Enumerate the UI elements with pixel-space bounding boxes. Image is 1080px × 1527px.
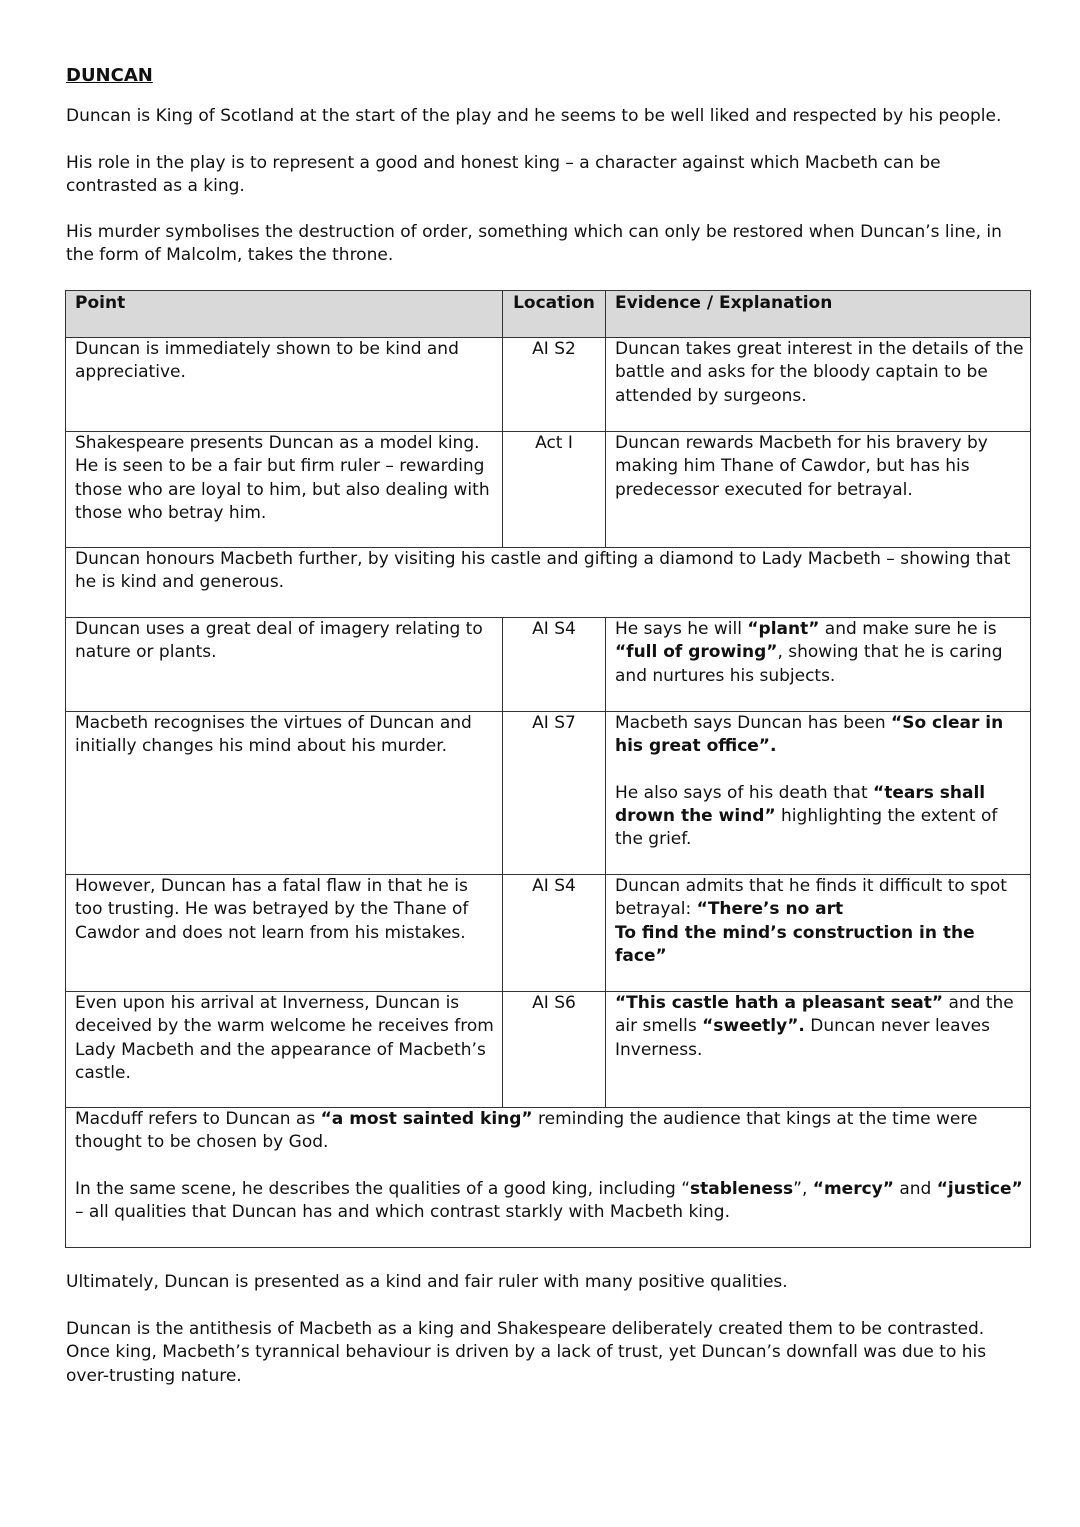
evidence-text: – all qualities that Duncan has and which contrast starkly with Macbeth king. (75, 1201, 730, 1222)
point-cell: Even upon his arrival at Inverness, Duncan is deceived by the warm welcome he receives from Lady Macbeth and the appearance of Macbeth’s castle. (66, 992, 503, 1108)
full-width-cell (66, 1108, 1031, 1248)
evidence-cell (606, 712, 1031, 875)
evidence-paragraph (615, 782, 1024, 852)
evidence-text: highlighting the extent of the grief. (615, 805, 998, 850)
evidence-text: Duncan admits that he finds it difficult to spot betrayal: (615, 876, 1007, 920)
point-cell: Duncan is immediately shown to be kind and appreciative. (66, 338, 503, 432)
analysis-table (65, 290, 1031, 1248)
point-cell: Shakespeare presents Duncan as a model king. He is seen to be a fair but firm ruler – rewarding those who are loyal to him, but also dealing with those who betray him. (66, 432, 503, 548)
evidence-text: In the same scene, he describes the qualities of a good king, including “ (75, 1178, 691, 1199)
table-header-row (66, 291, 1031, 338)
location-cell: AI S6 (503, 992, 606, 1108)
point-cell: Duncan uses a great deal of imagery relating to nature or plants. (66, 618, 503, 712)
evidence-text: Duncan never leaves Inverness. (615, 1016, 990, 1060)
quote-text: “justice” (936, 1178, 1023, 1199)
evidence-cell: Duncan rewards Macbeth for his bravery by making him Thane of Cawdor, but has his predecessor executed for betrayal. (606, 432, 1031, 548)
table-row (66, 712, 1031, 875)
header-point: Point (66, 291, 503, 338)
evidence-text: and the air smells (615, 993, 1014, 1037)
quote-text: “This castle hath a pleasant seat” (615, 993, 944, 1013)
full-width-paragraph (75, 1108, 1024, 1155)
table-row (66, 548, 1031, 618)
quote-text: stableness (690, 1178, 794, 1199)
quote-text: “plant” (747, 619, 820, 639)
point-cell: Macbeth recognises the virtues of Duncan and initially changes his mind about his murder. (66, 712, 503, 875)
evidence-cell (606, 875, 1031, 992)
header-evidence: Evidence / Explanation (606, 291, 1031, 338)
location-cell: AI S4 (503, 618, 606, 712)
table-row (66, 432, 1031, 548)
intro-paragraph-3: His murder symbolises the destruction of order, something which can only be restored when Duncan’s line, in the form of Malcolm, takes the throne. (66, 222, 1002, 266)
evidence-text: Macduff refers to Duncan as (75, 1109, 321, 1129)
intro-paragraph-1: Duncan is King of Scotland at the start of the play and he seems to be well liked and respected by his people. (66, 106, 1002, 126)
quote-text: “a most sainted king” (320, 1109, 533, 1129)
quote-text: “mercy” (812, 1178, 894, 1199)
evidence-text: He also says of his death that (615, 782, 874, 803)
quote-text: “There’s no art (696, 899, 844, 920)
quote-text: “tears shall drown the wind” (615, 782, 986, 826)
full-width-paragraph (75, 1178, 1024, 1225)
evidence-cell (606, 618, 1031, 712)
quote-text: To find the mind’s construction in the face” (615, 922, 975, 966)
evidence-text: ”, (793, 1178, 813, 1199)
evidence-text: reminding the audience that kings at the time were thought to be chosen by God. (75, 1109, 978, 1153)
evidence-text: and (893, 1178, 937, 1199)
evidence-cell: Duncan takes great interest in the details of the battle and asks for the bloody captain to be attended by surgeons. (606, 338, 1031, 432)
evidence-text: , showing that he is caring and nurtures his subjects. (615, 642, 1003, 686)
location-cell: AI S4 (503, 875, 606, 992)
table-row (66, 618, 1031, 712)
quote-text: “So clear in his great office”. (615, 713, 1004, 757)
table-row (66, 338, 1031, 432)
table-row (66, 992, 1031, 1108)
table-row (66, 1108, 1031, 1248)
location-cell: AI S2 (503, 338, 606, 432)
quote-text: “full of growing” (615, 642, 778, 663)
header-location: Location (503, 291, 606, 338)
point-cell: However, Duncan has a fatal flaw in that he is too trusting. He was betrayed by the Thane of Cawdor and does not learn from his mistakes. (66, 875, 503, 992)
location-cell: Act I (503, 432, 606, 548)
evidence-text: and make sure he is (819, 619, 997, 639)
page-title: DUNCAN (66, 65, 153, 86)
full-width-cell: Duncan honours Macbeth further, by visiting his castle and gifting a diamond to Lady Macbeth – showing that he is kind and generous. (66, 548, 1031, 618)
evidence-text: Macbeth says Duncan has been (615, 713, 892, 733)
table-row (66, 875, 1031, 992)
evidence-cell (606, 992, 1031, 1108)
location-cell: AI S7 (503, 712, 606, 875)
evidence-paragraph (615, 712, 1024, 759)
quote-text: “sweetly”. (702, 1016, 805, 1037)
conclusion-paragraph-2: Duncan is the antithesis of Macbeth as a king and Shakespeare deliberately created them to be contrasted. Once king, Macbeth’s tyrannical behaviour is driven by a lack of trust, yet Duncan’s downfall was due to his over-trusting nature. (66, 1319, 987, 1386)
intro-paragraph-2: His role in the play is to represent a good and honest king – a character against which Macbeth can be contrasted as a king. (66, 153, 941, 197)
conclusion-paragraph-1: Ultimately, Duncan is presented as a kind and fair ruler with many positive qualities. (66, 1272, 788, 1292)
evidence-text: He says he will (615, 619, 748, 639)
